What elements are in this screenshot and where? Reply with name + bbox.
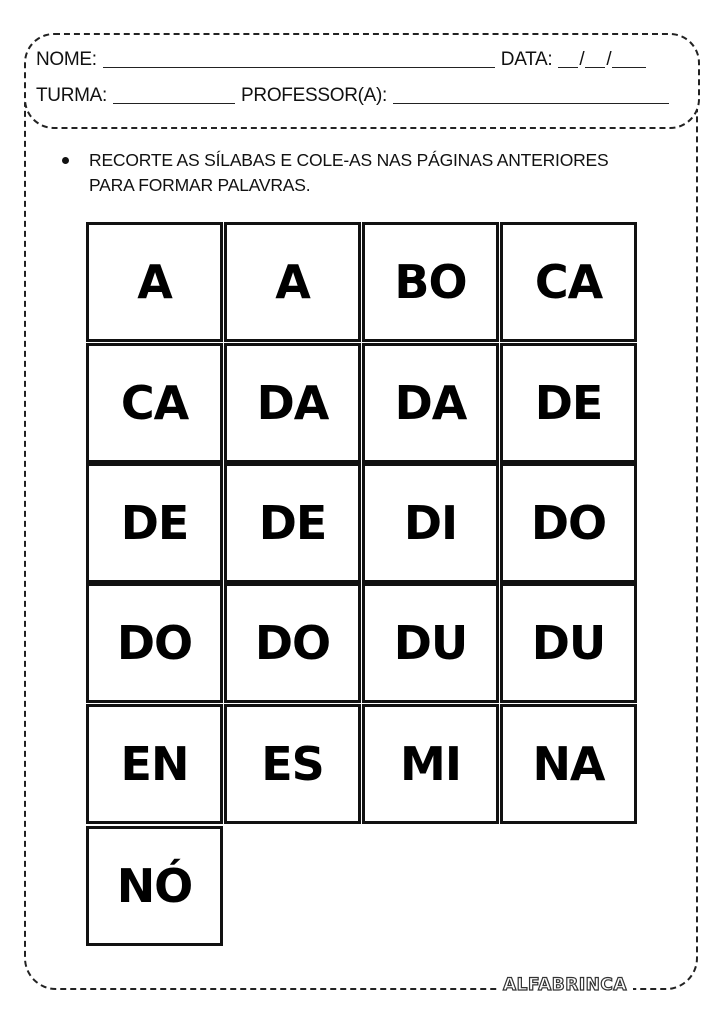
syllable-card[interactable]: DE xyxy=(86,463,223,583)
instructions xyxy=(62,148,662,198)
syllable-card[interactable]: BO xyxy=(362,222,499,342)
syllable-card[interactable]: DO xyxy=(224,583,361,703)
syllable-card[interactable]: DA xyxy=(362,343,499,463)
syllable-card[interactable]: DU xyxy=(362,583,499,703)
syllable-card[interactable]: A xyxy=(86,222,223,342)
syllable-card[interactable]: DA xyxy=(224,343,361,463)
syllable-card[interactable]: CA xyxy=(86,343,223,463)
syllable-card[interactable]: ES xyxy=(224,704,361,824)
syllable-card[interactable]: NA xyxy=(500,704,637,824)
header-row-2 xyxy=(36,85,684,107)
alfabrinca-logo: ALFABRINCA xyxy=(497,975,633,995)
syllable-card[interactable]: A xyxy=(224,222,361,342)
bullet-icon xyxy=(62,157,69,164)
class-label: TURMA: xyxy=(36,85,108,106)
name-field[interactable] xyxy=(103,49,495,68)
name-label: NOME: xyxy=(36,49,97,70)
syllable-card[interactable]: MI xyxy=(362,704,499,824)
instruction-line-2: PARA FORMAR PALAVRAS. xyxy=(89,175,311,195)
date-day-field[interactable] xyxy=(558,49,578,68)
class-field[interactable] xyxy=(113,85,235,104)
syllable-card[interactable]: DI xyxy=(362,463,499,583)
teacher-field[interactable] xyxy=(393,85,669,104)
teacher-label: PROFESSOR(A): xyxy=(241,85,388,106)
date-month-field[interactable] xyxy=(585,49,605,68)
syllable-card[interactable]: DU xyxy=(500,583,637,703)
syllable-card[interactable]: DE xyxy=(500,343,637,463)
syllable-card[interactable]: EN xyxy=(86,704,223,824)
date-separator: / xyxy=(606,49,612,70)
syllable-card[interactable]: NÓ xyxy=(86,826,223,946)
instruction-line-1: RECORTE AS SÍLABAS E COLE-AS NAS PÁGINAS ANTERIORES xyxy=(89,150,609,170)
student-info-header xyxy=(24,33,700,129)
syllable-card[interactable]: DO xyxy=(500,463,637,583)
date-separator: / xyxy=(579,49,585,70)
header-row-1 xyxy=(36,49,684,71)
date-year-field[interactable] xyxy=(612,49,646,68)
syllable-card[interactable]: CA xyxy=(500,222,637,342)
syllable-card[interactable]: DE xyxy=(224,463,361,583)
syllable-card[interactable]: DO xyxy=(86,583,223,703)
date-label: DATA: xyxy=(500,49,553,70)
